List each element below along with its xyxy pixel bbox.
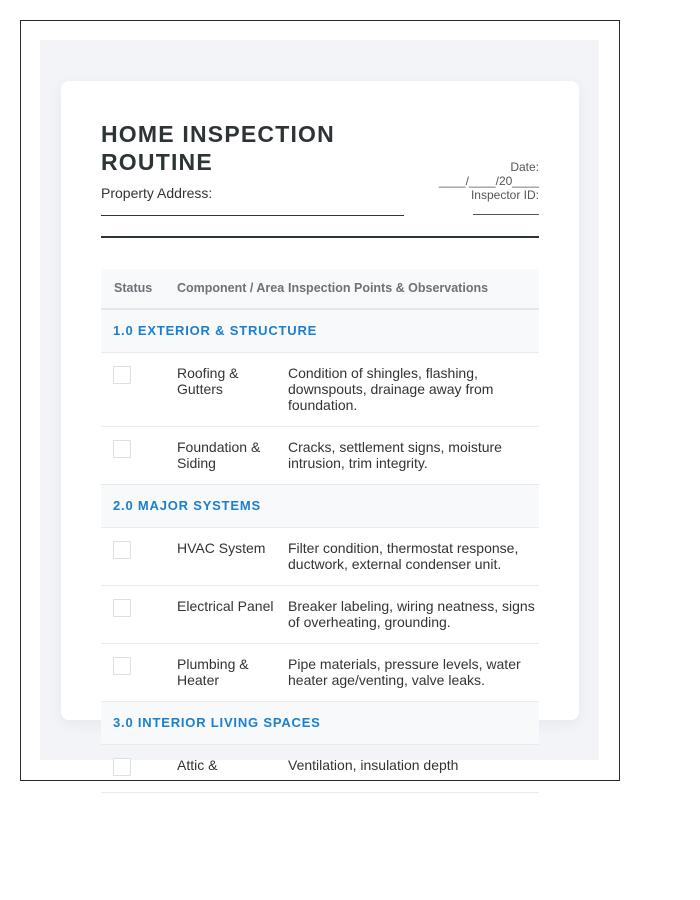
status-checkbox[interactable] — [113, 366, 131, 384]
status-checkbox[interactable] — [113, 758, 131, 776]
table-row — [101, 586, 539, 644]
table-row — [101, 644, 539, 702]
header-divider — [101, 236, 539, 238]
component-cell: Electrical Panel — [177, 586, 288, 644]
table-row — [101, 745, 539, 793]
status-checkbox[interactable] — [113, 541, 131, 559]
column-header-component: Component / Area — [177, 269, 288, 309]
section-heading: 3.0 INTERIOR LIVING SPACES — [101, 702, 539, 745]
points-cell: Breaker labeling, wiring neatness, signs of overheating, grounding. — [288, 586, 539, 644]
status-checkbox[interactable] — [113, 657, 131, 675]
points-cell: Ventilation, insulation depth — [288, 745, 539, 793]
points-cell: Condition of shingles, flashing, downspouts, drainage away from foundation. — [288, 353, 539, 427]
table-row — [101, 427, 539, 485]
table-row — [101, 528, 539, 586]
section-heading-row — [101, 485, 539, 528]
status-checkbox[interactable] — [113, 599, 131, 617]
column-header-points: Inspection Points & Observations — [288, 269, 539, 309]
column-header-status: Status — [101, 269, 177, 309]
date-label: Date: — [510, 160, 539, 174]
inspector-id-label: Inspector ID: — [470, 188, 539, 202]
table-header-row — [101, 269, 539, 309]
component-cell: HVAC System — [177, 528, 288, 586]
component-cell: Plumbing & Heater — [177, 644, 288, 702]
date-field[interactable]: ____/____/20____ — [438, 174, 539, 188]
points-cell: Filter condition, thermostat response, ductwork, external condenser unit. — [288, 528, 539, 586]
property-address-label: Property Address: — [101, 185, 213, 201]
component-cell: Foundation & Siding — [177, 427, 288, 485]
status-checkbox[interactable] — [113, 440, 131, 458]
document-title: HOME INSPECTION ROUTINE — [101, 121, 335, 175]
table-row — [101, 353, 539, 427]
points-cell: Pipe materials, pressure levels, water heater age/venting, valve leaks. — [288, 644, 539, 702]
component-cell: Attic & — [177, 745, 288, 793]
section-heading: 1.0 EXTERIOR & STRUCTURE — [101, 309, 539, 353]
meta-block — [439, 160, 539, 218]
inspection-table — [101, 269, 539, 793]
section-heading-row — [101, 702, 539, 745]
inspector-id-field[interactable] — [473, 202, 539, 215]
section-heading-row — [101, 309, 539, 353]
points-cell: Cracks, settlement signs, moisture intrusion, trim integrity. — [288, 427, 539, 485]
property-address-field[interactable] — [101, 215, 404, 216]
component-cell: Roofing & Gutters — [177, 353, 288, 427]
section-heading: 2.0 MAJOR SYSTEMS — [101, 485, 539, 528]
